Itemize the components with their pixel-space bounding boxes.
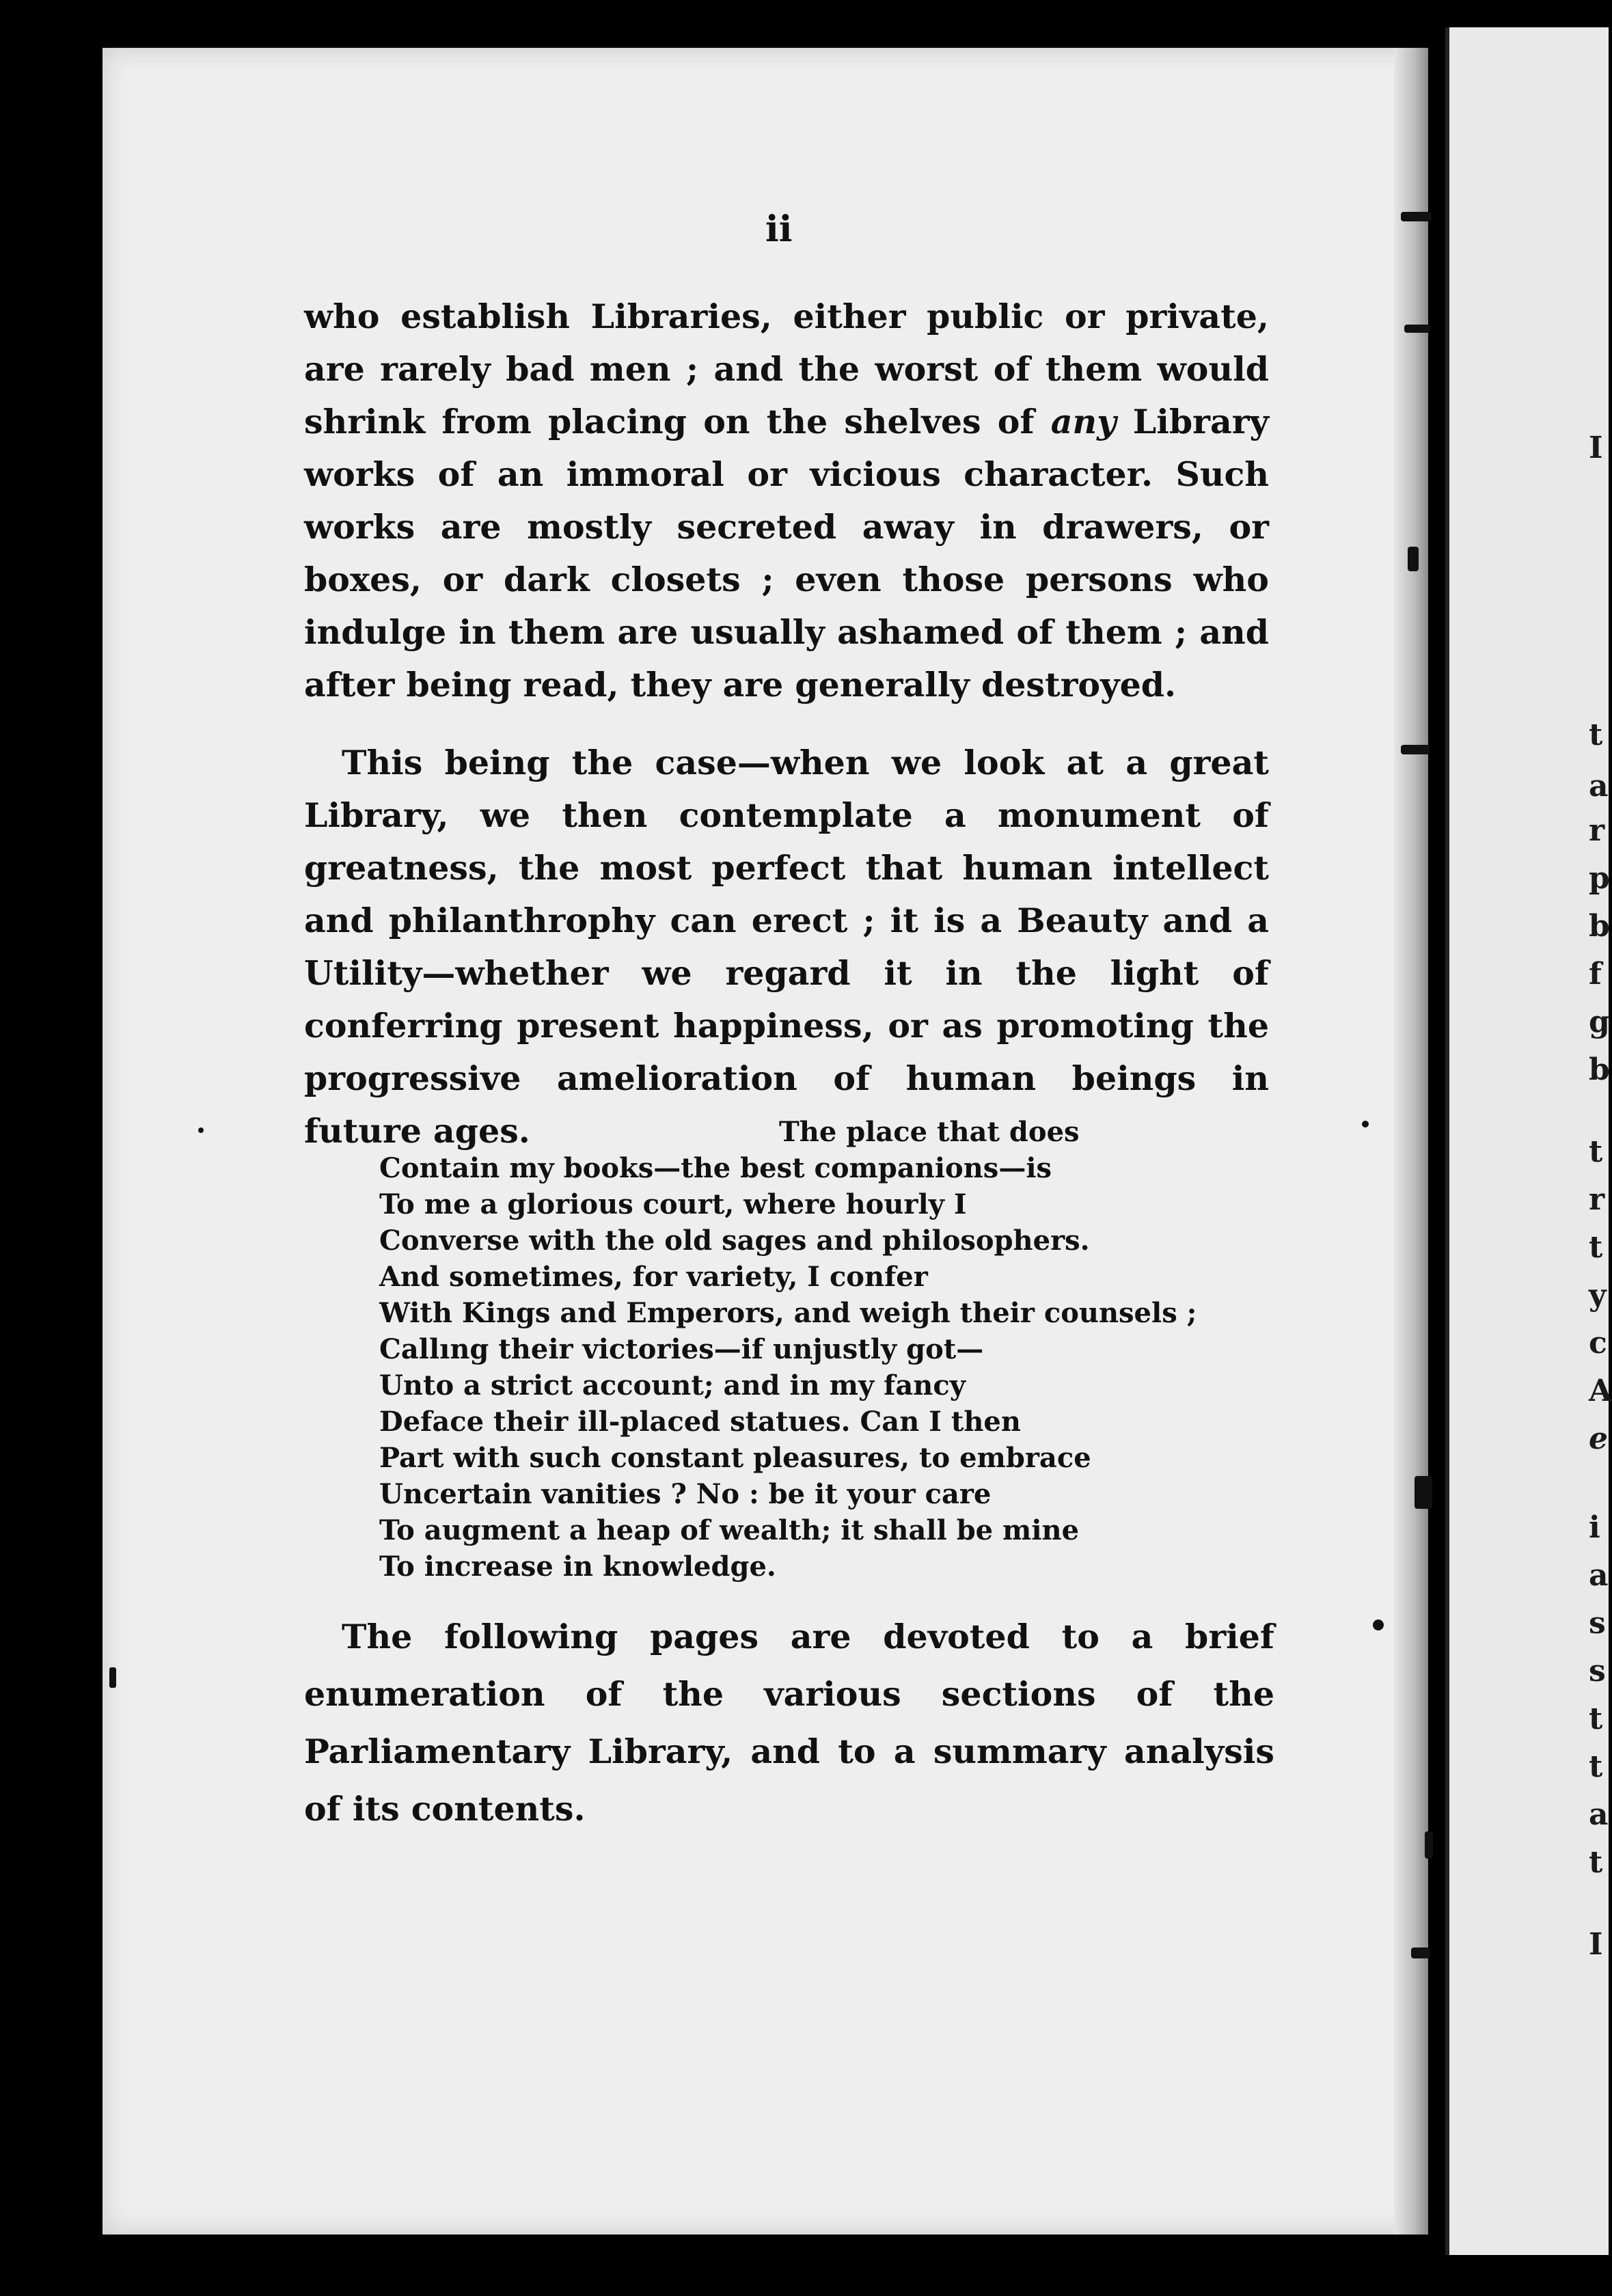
binding-mark bbox=[1425, 1831, 1433, 1859]
facing-letter: p bbox=[1589, 861, 1610, 896]
facing-letter: r bbox=[1589, 1182, 1605, 1217]
ink-spot bbox=[1373, 1620, 1384, 1630]
facing-letter: t bbox=[1589, 1134, 1603, 1169]
binding-mark bbox=[1404, 325, 1430, 333]
paragraph-1-italic: any bbox=[1050, 402, 1117, 441]
binding-mark bbox=[1411, 1948, 1430, 1958]
facing-letter: f bbox=[1589, 957, 1602, 992]
paragraph-1-text-a: who establish Libraries, either public or private, are rarely bad men ; and the worst of them would shrink from placing on the shelves of bbox=[304, 297, 1269, 441]
verse-line: To augment a heap of wealth; it shall be mine bbox=[379, 1514, 1080, 1546]
verse-line: With Kings and Emperors, and weigh their counsels ; bbox=[379, 1297, 1197, 1329]
verse-line: Part with such constant pleasures, to embrace bbox=[379, 1442, 1091, 1474]
facing-letter: r bbox=[1589, 813, 1605, 848]
facing-letter: I bbox=[1589, 430, 1603, 465]
verse-line: Callıng their victories—if unjustly got— bbox=[379, 1333, 984, 1365]
verse-line: To increase in knowledge. bbox=[379, 1550, 776, 1583]
verse-line: Unto a strict account; and in my fancy bbox=[379, 1369, 966, 1402]
ink-spot bbox=[1362, 1121, 1369, 1128]
verse-line: And sometimes, for variety, I confer bbox=[379, 1261, 928, 1293]
facing-letter: t bbox=[1589, 1749, 1603, 1784]
verse-line: Contain my books—the best companions—is bbox=[379, 1152, 1052, 1184]
facing-letter: t bbox=[1589, 1845, 1603, 1880]
facing-letter: s bbox=[1589, 1606, 1606, 1641]
page-number: ii bbox=[765, 208, 793, 250]
verse-line: Converse with the old sages and philosophers. bbox=[379, 1225, 1090, 1257]
paragraph-3: The following pages are devoted to a brief enumeration of the various sections of the Parliamentary Library, and to a summary analysis of its contents. bbox=[304, 1617, 1274, 1829]
verse-line: The place that does bbox=[779, 1116, 1080, 1148]
facing-letter: t bbox=[1589, 1702, 1603, 1736]
facing-letter: y bbox=[1589, 1278, 1607, 1313]
binding-mark bbox=[1401, 745, 1430, 754]
verse-line: Deface their ill-placed statues. Can I then bbox=[379, 1406, 1021, 1438]
facing-letter: b bbox=[1589, 1052, 1610, 1087]
facing-letter: s bbox=[1589, 1654, 1606, 1689]
facing-letter: b bbox=[1589, 909, 1610, 944]
paragraph-2: This being the case—when we look at a great Library, we then contemplate a monument of greatness, the most perfect that human intellect and philanthrophy can erect ; it is a Beauty and a Utility—whether we regard it in the light of conferring present happiness, or as promoting the progressive amelioration of human beings in future ages. bbox=[304, 743, 1269, 1151]
ink-spot bbox=[109, 1667, 116, 1688]
facing-page bbox=[1445, 27, 1609, 2255]
verse-line: Uncertain vanities ? No : be it your care bbox=[379, 1478, 992, 1510]
facing-letter: t bbox=[1589, 1230, 1603, 1265]
verse-quotation bbox=[379, 1114, 1199, 1585]
facing-letter: a bbox=[1589, 769, 1609, 804]
facing-letter: g bbox=[1589, 1004, 1610, 1039]
facing-letter: a bbox=[1589, 1558, 1609, 1593]
binding-mark bbox=[1408, 547, 1419, 571]
verse-line: To me a glorious court, where hourly I bbox=[379, 1188, 967, 1220]
paragraph-1 bbox=[304, 290, 1269, 711]
binding-mark bbox=[1415, 1476, 1432, 1509]
binding-gutter bbox=[1394, 48, 1428, 2234]
facing-letter: a bbox=[1589, 1797, 1609, 1832]
facing-letter: e bbox=[1589, 1421, 1608, 1456]
facing-letter: A bbox=[1589, 1374, 1612, 1408]
facing-letter: I bbox=[1589, 1927, 1603, 1962]
paragraph-1-text-b: Library works of an immoral or vicious character. Such works are mostly secreted away in drawers, or boxes, or dark closets ; even those persons who indulge in them are usually ashamed of them ; and after being read, they are generally destroyed. bbox=[304, 402, 1269, 705]
ink-spot bbox=[198, 1128, 204, 1133]
facing-letter: t bbox=[1589, 718, 1603, 752]
binding-mark bbox=[1401, 212, 1432, 221]
facing-letter: c bbox=[1589, 1326, 1607, 1361]
facing-letter: i bbox=[1589, 1510, 1600, 1545]
